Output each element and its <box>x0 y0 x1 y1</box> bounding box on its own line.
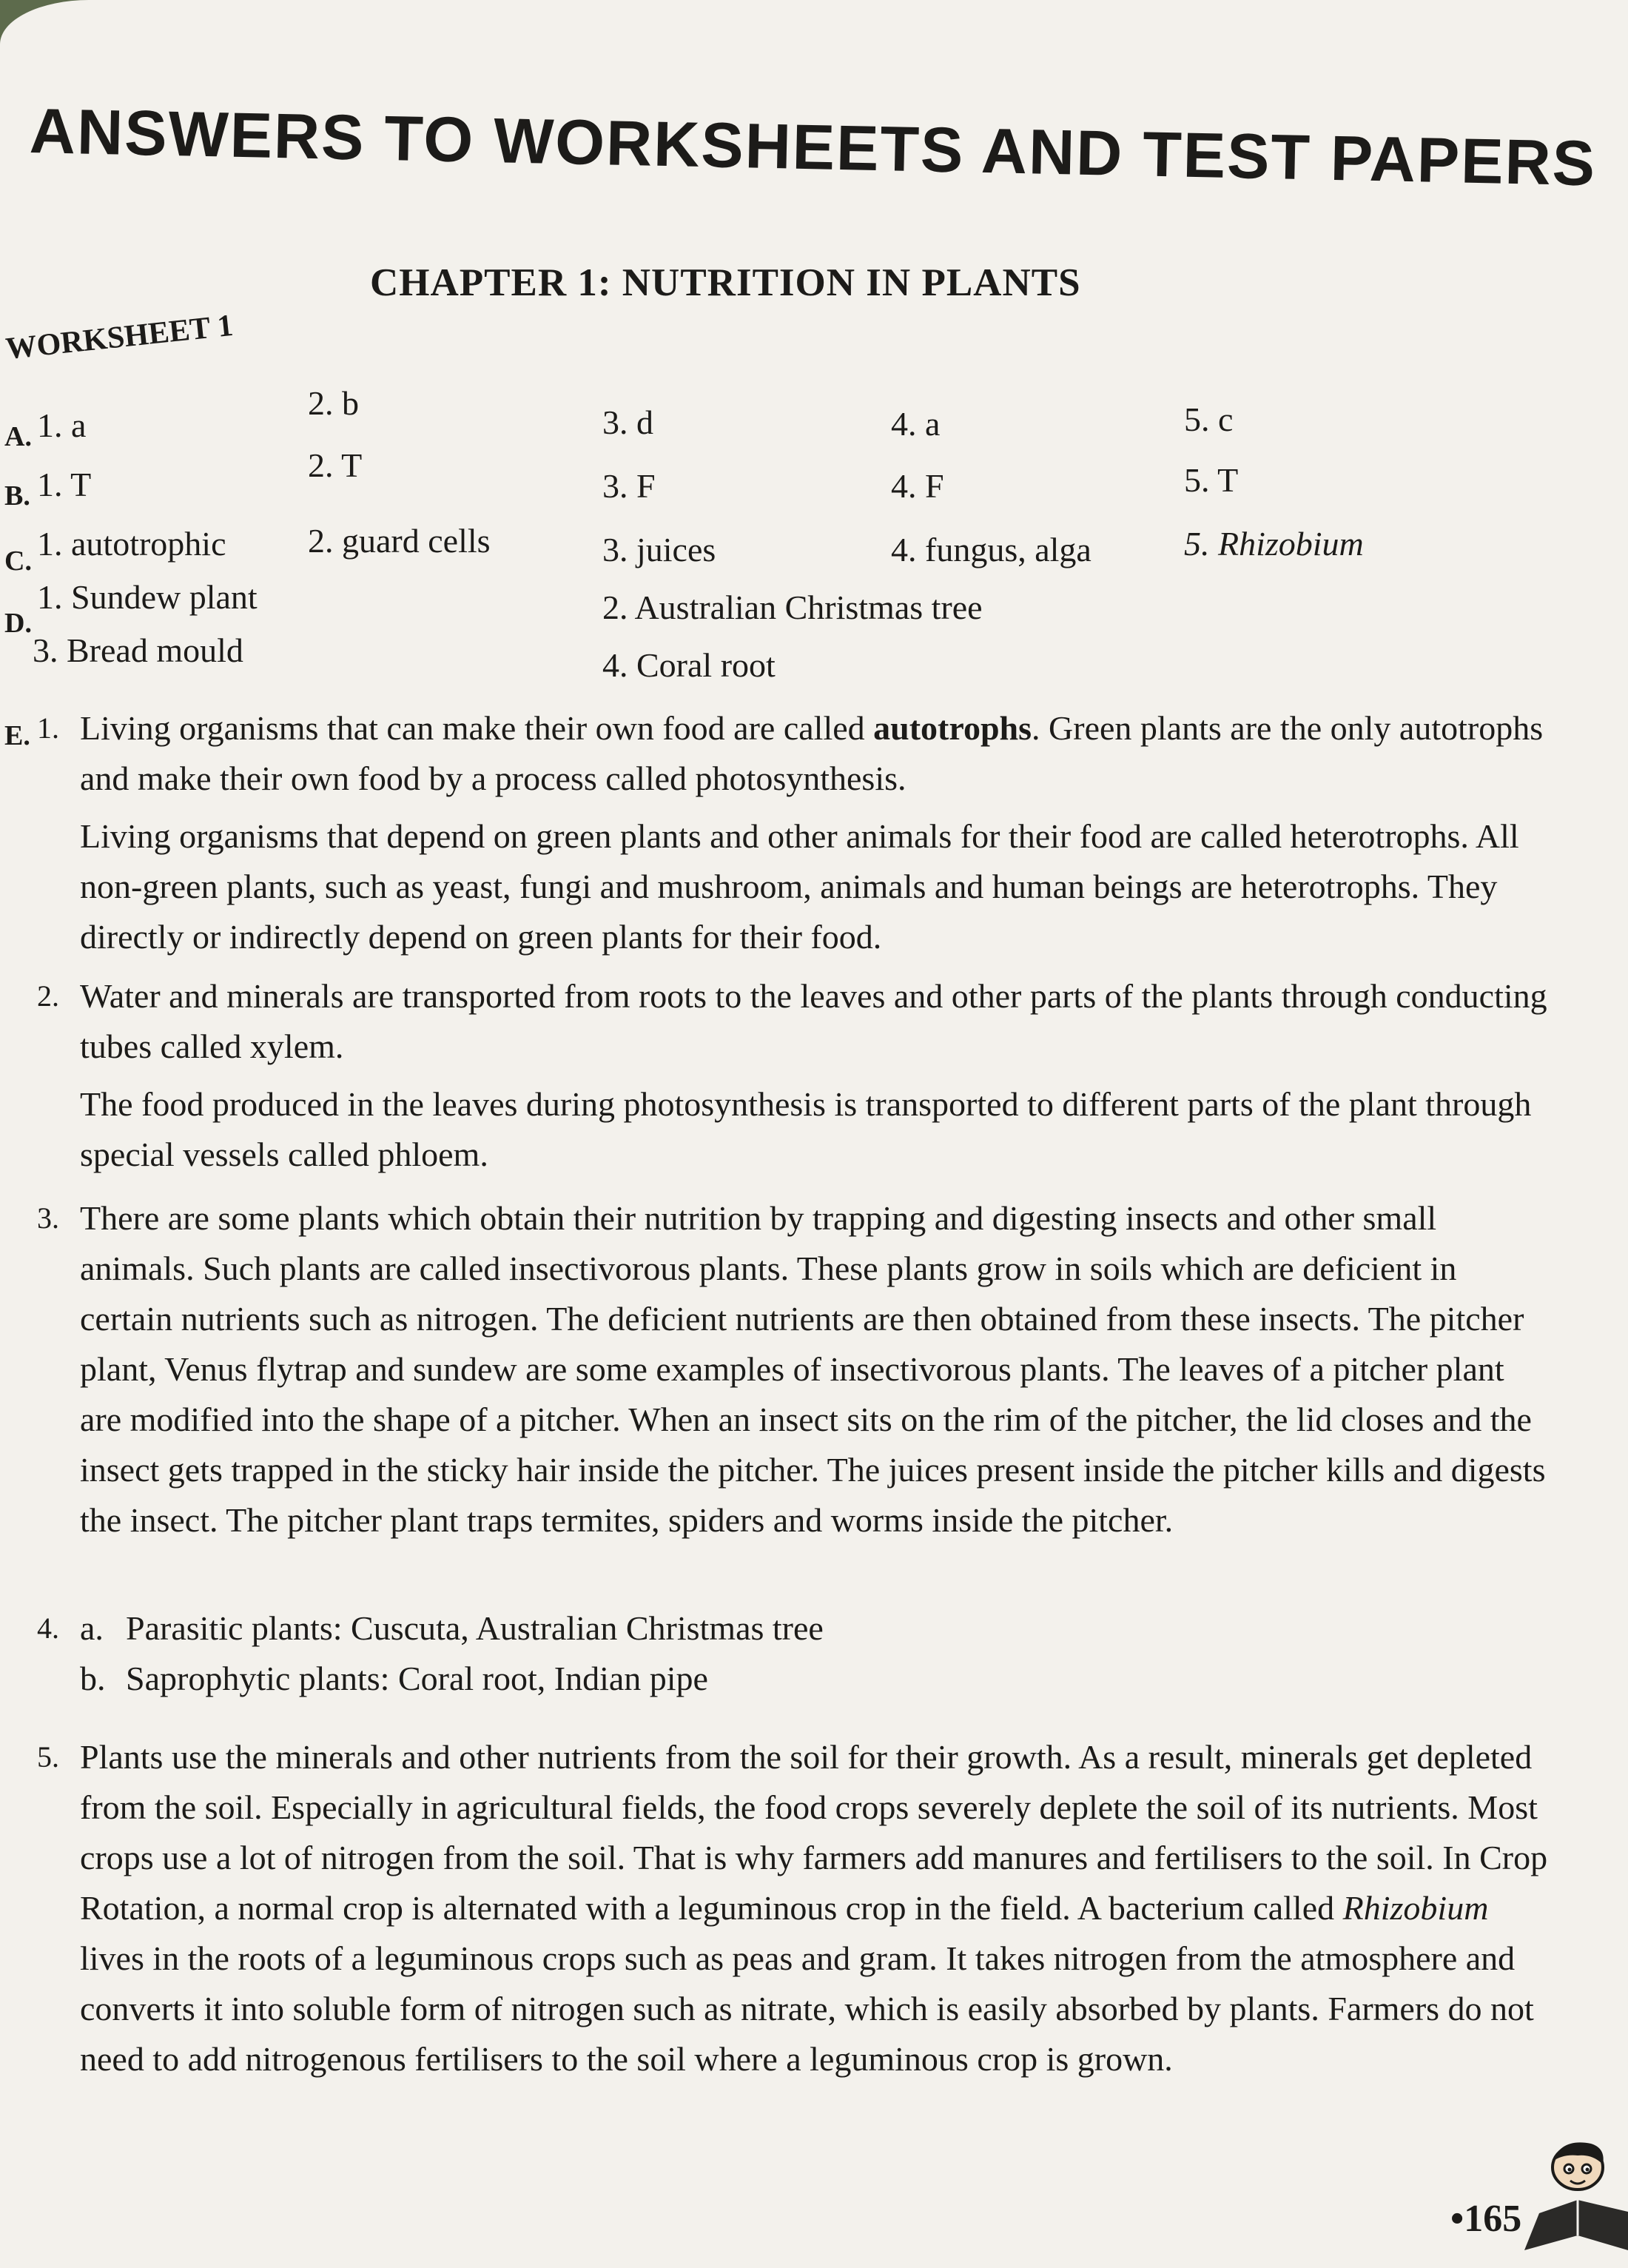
worksheet-title: WORKSHEET 1 <box>4 308 235 366</box>
question-number: 4. <box>37 1611 59 1645</box>
answer-paragraph: Living organisms that depend on green plants and other animals for their food are called heterotrophs. All non-green plants, such as yeast, fungi and mushroom, animals and human beings are heterotrophs. They directly or indirectly depend on green plants for their food. <box>80 817 1519 956</box>
question-number: 3. <box>37 1201 59 1235</box>
answer-item: 3. juices <box>602 531 716 568</box>
question-number: 5. <box>37 1740 59 1774</box>
section-letter: D. <box>4 608 32 639</box>
answer-paragraph <box>80 1732 1554 2084</box>
question-number: 2. <box>37 979 59 1013</box>
answer-item: 5. T <box>1184 461 1239 499</box>
answer-row-a <box>0 384 1554 452</box>
answer-row-b <box>0 446 1554 511</box>
section-letter: C. <box>4 546 32 577</box>
question-4 <box>37 1603 1554 1704</box>
text-run: . Green plants are the only autotrophs and make their own food by a process called photosynthesis. <box>80 709 1544 797</box>
answer-paragraph: There are some plants which obtain their nutrition by trapping and digesting insects and other small animals. Such plants are called insectivorous plants. These plants grow in soils which are deficient in certain nutrients such as nitrogen. The deficient nutrients are then obtained from these insects. The pitcher plant, Venus flytrap and sundew are some examples of insectivorous plants. The leaves of a pitcher plant are modified into the shape of a pitcher. When an insect sits on the rim of the pitcher, the lid closes and the insect gets trapped in the sticky hair inside the pitcher. The juices present inside the pitcher kills and digests the insect. The pitcher plant traps termites, spiders and worms inside the pitcher. <box>80 1199 1546 1539</box>
answer-item: 2. b <box>308 384 359 422</box>
answer-item: 2. guard cells <box>308 522 491 560</box>
answer-item: 5. c <box>1184 400 1234 438</box>
sub-text: Parasitic plants: Cuscuta, Australian Christmas tree <box>126 1609 824 1647</box>
answer-item: 1. Sundew plant <box>37 578 258 616</box>
question-2 <box>37 971 1554 1187</box>
answer-item: 4. fungus, alga <box>891 531 1092 568</box>
answer-item: 3. F <box>602 467 656 505</box>
answer-item: 3. Bread mould <box>33 631 243 669</box>
answer-paragraph: The food produced in the leaves during photosynthesis is transported to different parts of the plant through special vessels called phloem. <box>80 1085 1532 1173</box>
question-5 <box>37 1732 1554 2092</box>
text-run: Living organisms that can make their own food are called <box>80 709 874 747</box>
answer-paragraph <box>80 703 1554 804</box>
page-title: ANSWERS TO WORKSHEETS AND TEST PAPERS <box>29 95 1598 200</box>
section-letter: E. <box>4 720 30 751</box>
answer-item: 2. T <box>308 446 363 484</box>
sub-answer-a <box>37 1603 1554 1654</box>
answer-item: 4. Coral root <box>602 646 776 684</box>
text-run: Plants use the minerals and other nutrients from the soil for their growth. As a result, minerals get depleted from the soil. Especially in agricultural fields, the food crops severely deplete the soil of its nutrients. Most crops use a lot of nitrogen from the soil. That is why farmers add manures and fertilisers to the soil. In Crop Rotation, a normal crop is alternated with a leguminous crop in the field. A bacterium called <box>80 1738 1548 1927</box>
question-number: 1. <box>37 711 59 745</box>
bold-term: autotrophs <box>873 709 1032 747</box>
answer-paragraph: Water and minerals are transported from roots to the leaves and other parts of the plants through conducting tubes called xylem. <box>80 977 1547 1065</box>
answer-item: 1. autotrophic <box>37 525 226 563</box>
sub-text: Saprophytic plants: Coral root, Indian pipe <box>126 1660 708 1697</box>
answer-item: 2. Australian Christmas tree <box>602 588 983 626</box>
sub-label: a. <box>80 1609 104 1647</box>
answer-item: 4. a <box>891 405 941 443</box>
section-letter: B. <box>4 480 30 511</box>
answer-row-c <box>0 522 1554 577</box>
section-letter: A. <box>4 421 32 452</box>
answer-item: 5. Rhizobium <box>1184 525 1364 563</box>
question-1 <box>37 703 1554 970</box>
italic-term: Rhizobium <box>1342 1889 1489 1927</box>
answer-item: 4. F <box>891 467 944 505</box>
text-run: lives in the roots of a leguminous crops such as peas and gram. It takes nitrogen from the atmosphere and converts it into soluble form of nitrogen such as nitrate, which is easily absorbed by plants. Farmers do not need to add nitrogenous fertilisers to the soil where a leguminous crop is grown. <box>80 1939 1534 2078</box>
answer-item: 1. a <box>37 406 87 444</box>
reading-boy-illustration <box>1524 2132 1628 2250</box>
chapter-title: CHAPTER 1: NUTRITION IN PLANTS <box>370 261 1081 304</box>
question-3 <box>37 1193 1554 1553</box>
sub-answer-b <box>37 1654 1554 1704</box>
answer-row-d <box>0 577 1554 639</box>
answer-item: 1. T <box>37 466 92 503</box>
page-number: •165 <box>1450 2198 1522 2240</box>
sub-label: b. <box>80 1660 106 1697</box>
answer-item: 3. d <box>602 403 653 441</box>
answer-row-d2 <box>0 631 1554 684</box>
